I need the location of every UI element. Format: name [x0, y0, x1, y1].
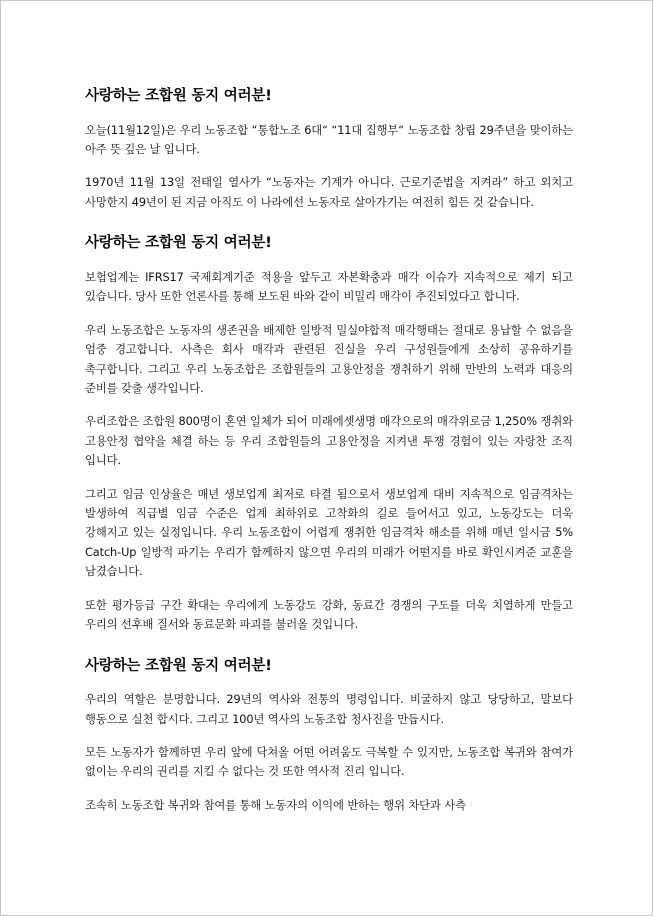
- paragraph: 그리고 임금 인상율은 매년 생보업계 최저로 타결 됨으로서 생보업계 대비 지속적으로 임금격차는 발생하여 직급별 임금 수준은 업계 최하위로 고착화의 길로 들어서고 있고, 노동강도는 더욱 강해지고 있는 실정입니다. 우리 노동조합이 어렵게 쟁취한 임금격차 해소를 위해 매년 일시금 5% Catch-Up 일방적 파기는 우리가 함께하지 않으면 우리의 미래가 어떤지를 바로 확인시켜준 교훈을 남겼습니다.: [85, 487, 573, 579]
- section-heading-2: 사랑하는 조합원 동지 여러분!: [85, 235, 272, 252]
- section-heading-3: 사랑하는 조합원 동지 여러분!: [85, 657, 272, 674]
- paragraph: 보험업계는 IFRS17 국제회계기준 적용을 앞두고 자본확충과 매각 이슈가 지속적으로 제기 되고 있습니다. 당사 또한 언론사를 통해 보도된 바와 같이 비밀리 매각이 추진되었다고 합니다.: [85, 270, 573, 304]
- paragraph: 우리조합은 조합원 800명이 혼연 일체가 되어 미래에셋생명 매각으로의 매각위로금 1,250% 쟁취와 고용안정 협약을 체결 하는 등 우리 조합원들의 고용안정을 지켜낸 투쟁 경험이 있는 자랑찬 조직 입니다.: [85, 415, 573, 468]
- paragraph: 조속히 노동조합 복귀와 참여를 통해 노동자의 이익에 반하는 행위 차단과 사측: [85, 798, 466, 812]
- section-heading-1: 사랑하는 조합원 동지 여러분!: [85, 88, 272, 104]
- paragraph: 또한 평가등급 구간 확대는 우리에게 노동강도 강화, 동료간 경쟁의 구도를 더욱 치열하게 만들고 우리의 선후배 질서와 동료문화 파괴를 불러올 것입니다.: [85, 598, 573, 632]
- paragraph: 우리의 역할은 분명합니다. 29년의 역사와 전통의 명령입니다. 비굴하지 않고 당당하고, 말보다 행동으로 실천 합시다. 그리고 100년 역사의 노동조합 청사진을 만듭시다.: [85, 693, 573, 726]
- paragraph: 모든 노동자가 함께하면 우리 앞에 닥쳐올 어떤 어려움도 극복할 수 있지만, 노동조합 복귀와 참여가 없이는 우리의 권리를 지킬 수 없다는 것 또한 역사적 진리 입니다.: [85, 745, 573, 779]
- paragraph: 1970년 11월 13일 전태일 열사가 “노동자는 기계가 아니다. 근로기준법을 지켜라” 하고 외치고 사망한지 49년이 된 지금 아직도 이 나라에선 노동자로 살아가기는 여전히 힘든 것 같습니다.: [85, 176, 573, 209]
- paragraph: 오늘(11월12일)은 우리 노동조합 “통합노조 6대“ “11대 집행부“ 노동조합 창립 29주년을 맞이하는 아주 뜻 깊은 날 입니다.: [85, 123, 573, 156]
- paragraph: 우리 노동조합은 노동자의 생존권을 배제한 일방적 밀실야합적 매각행태는 절대로 용납할 수 없음을 엄중 경고합니다. 사측은 회사 매각과 관련된 진실을 우리 구성원들에게 소상히 공유하기를 촉구합니다. 그리고 우리 노동조합은 조합원들의 고용안정을 쟁취하기 위해 만반의 노력과 대응의 준비를 갖출 생각입니다.: [85, 323, 573, 395]
- document-body: [85, 87, 573, 815]
